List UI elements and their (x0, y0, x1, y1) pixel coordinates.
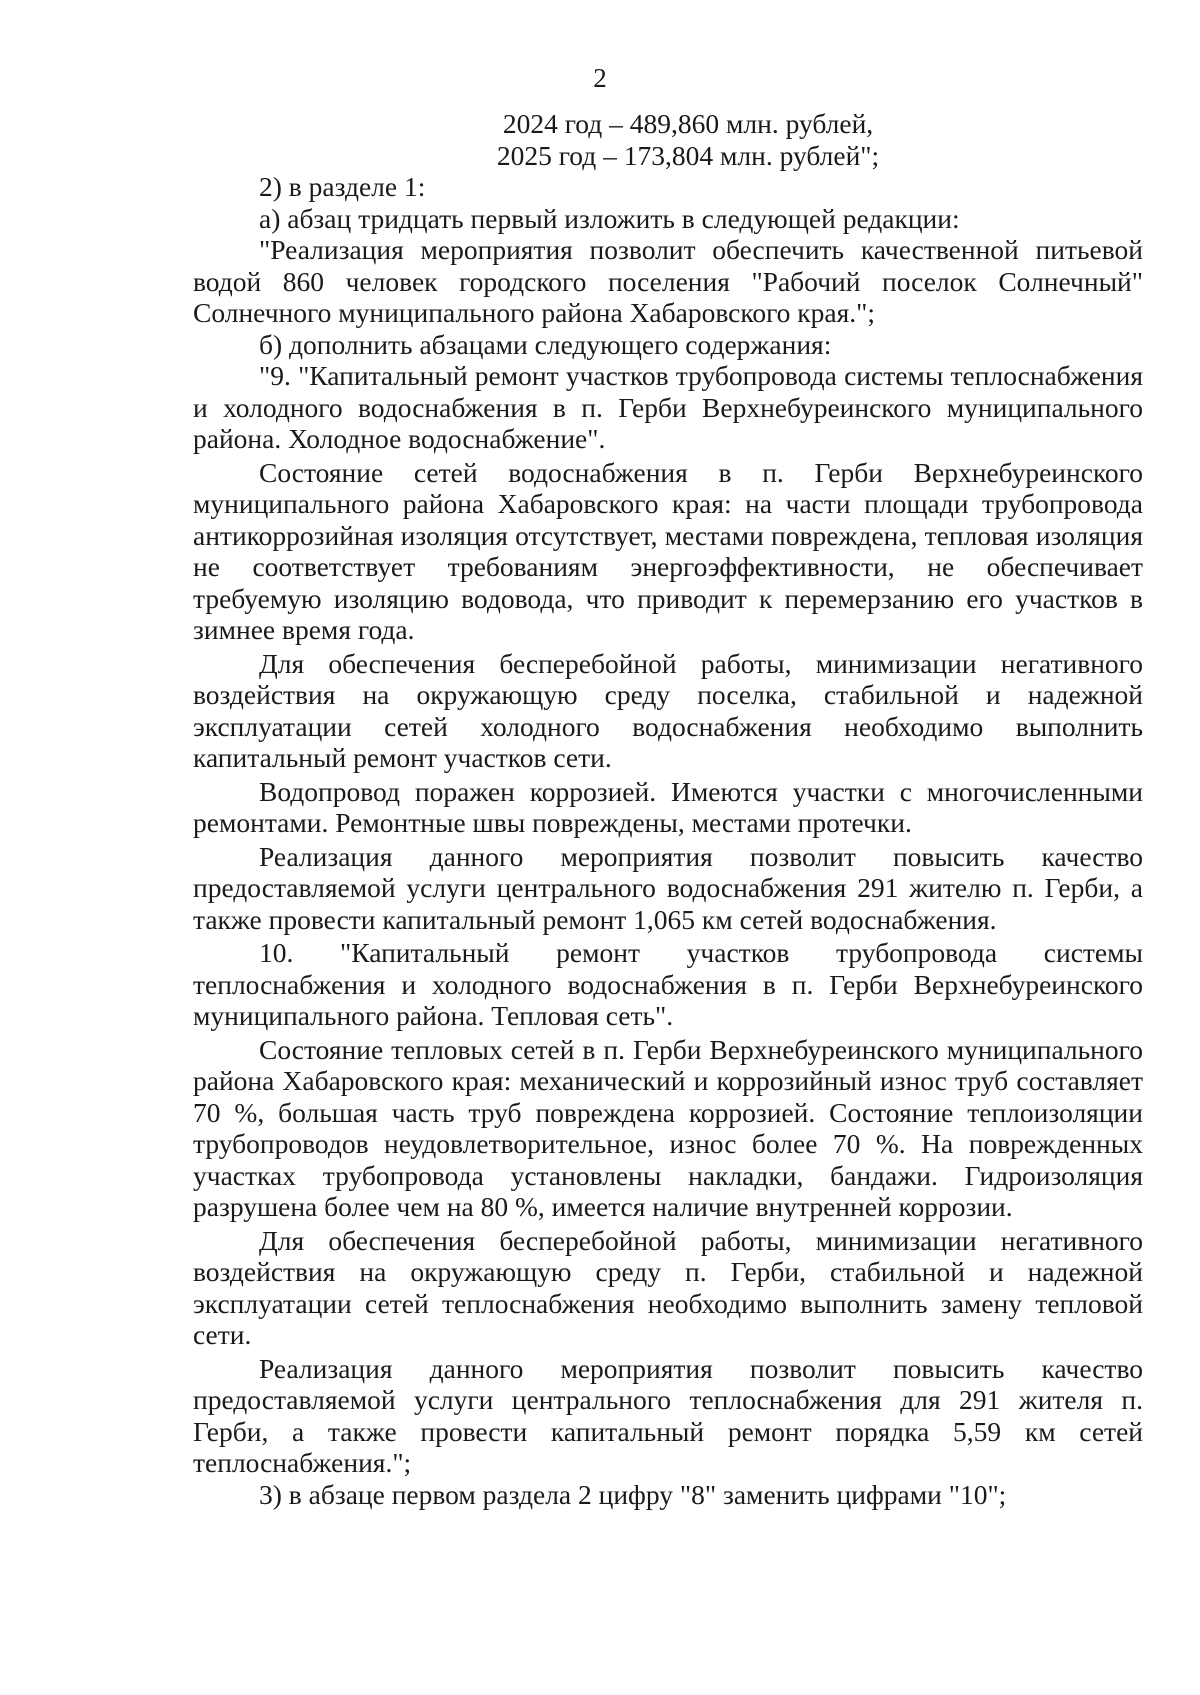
paragraph-measure-10: 10. "Капитальный ремонт участков трубопровода системы теплоснабжения и холодного водоснабжения в п. Герби Верхнебуреинского муниципального района. Тепловая сеть". (193, 937, 1143, 1031)
item-a: а) абзац тридцать первый изложить в следующей редакции: (259, 202, 960, 234)
paragraph-water-repair-need: Для обеспечения бесперебойной работы, минимизации негативного воздействия на окружающую среду поселка, стабильной и надежной эксплуатации сетей холодного водоснабжения необходимо выполнить капитальный ремонт участков сети. (193, 647, 1143, 773)
budget-line-2024: 2024 год – 489,860 млн. рублей, (502, 108, 874, 139)
paragraph-quality-water: "Реализация мероприятия позволит обеспечить качественной питьевой водой 860 человек городского поселения "Рабочий поселок Солнечный" Солнечного муниципального района Хабаровского края."; (193, 234, 1143, 328)
paragraph-corrosion: Водопровод поражен коррозией. Имеются участки с многочисленными ремонтами. Ремонтные швы повреждены, местами протечки. (193, 775, 1143, 838)
paragraph-heat-repair-need: Для обеспечения бесперебойной работы, минимизации негативного воздействия на окружающую среду п. Герби, стабильной и надежной эксплуатации сетей теплоснабжения необходимо выполнить замену тепловой сети. (193, 1224, 1143, 1350)
page-number: 2 (593, 63, 607, 93)
paragraph-water-result: Реализация данного мероприятия позволит повысить качество предоставляемой услуги центрального водоснабжения 291 жителю п. Герби, а также провести капитальный ремонт 1,065 км сетей водоснабжения. (193, 840, 1143, 935)
item-3: 3) в абзаце первом раздела 2 цифру "8" заменить цифрами "10"; (259, 1478, 1007, 1510)
budget-line-2025: 2025 год – 173,804 млн. рублей"; (496, 139, 880, 171)
section-1-heading: 2) в разделе 1: (259, 171, 426, 202)
paragraph-heat-result: Реализация данного мероприятия позволит повысить качество предоставляемой услуги центрального теплоснабжения для 291 жителя п. Герби, а также провести капитальный ремонт порядка 5,59 км сетей теплоснабжения."; (193, 1352, 1143, 1478)
paragraph-water-network-state: Состояние сетей водоснабжения в п. Герби Верхнебуреинского муниципального района Хабаровского края: на части площади трубопровода антикоррозийная изоляция отсутствует, местами повреждена, тепловая изоляция не соответствует требованиям энергоэффективности, не обеспечивает требуемую изоляцию водовода, что приводит к перемерзанию его участков в зимнее время года. (193, 456, 1143, 645)
document-body (193, 108, 1143, 1510)
item-b: б) дополнить абзацами следующего содержания: (259, 328, 832, 360)
paragraph-heat-network-state: Состояние тепловых сетей в п. Герби Верхнебуреинского муниципального района Хабаровского края: механический и коррозийный износ труб составляет 70 %, большая часть труб повреждена коррозией. Состояние теплоизоляции трубопроводов неудовлетворительное, износ более 70 %. На поврежденных участках трубопровода установлены накладки, бандажи. Гидроизоляция разрушена более чем на 80 %, имеется наличие внутренней коррозии. (193, 1033, 1143, 1222)
paragraph-measure-9: "9. "Капитальный ремонт участков трубопровода системы теплоснабжения и холодного водоснабжения в п. Герби Верхнебуреинского муниципального района. Холодное водоснабжение". (193, 360, 1143, 454)
